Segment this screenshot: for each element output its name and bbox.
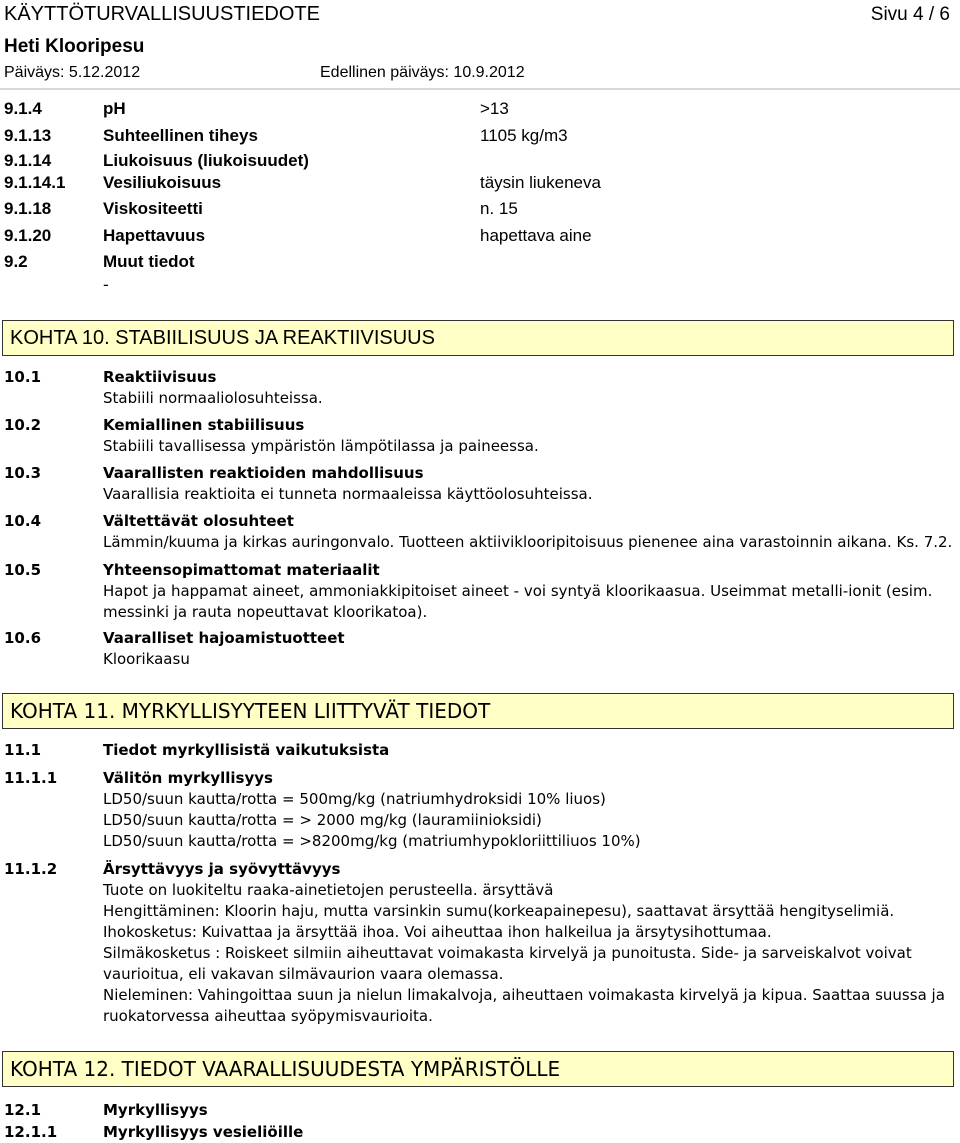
property-value: >13 (480, 99, 509, 118)
document-title: KÄYTTÖTURVALLISUUSTIEDOTE (4, 3, 320, 25)
property-row-ph (4, 99, 954, 121)
subsection-title: Myrkyllisyys vesieliöille (103, 1123, 304, 1141)
subsection-text-line: ruokatorvessa aiheuttaa syöpymisvaurioita. (103, 1007, 433, 1025)
product-name: Heti Klooripesu (4, 36, 145, 57)
property-label: Muut tiedot (103, 252, 195, 271)
subsection-number: 10.5 (4, 561, 42, 579)
property-row-density (4, 126, 954, 148)
property-value: n. 15 (480, 199, 518, 218)
property-row-other (4, 252, 954, 274)
subsection-title: Vaarallisten reaktioiden mahdollisuus (103, 464, 424, 482)
issue-date: Päiväys: 5.12.2012 (4, 64, 141, 81)
subsection-body (103, 462, 956, 505)
subsection-title: Myrkyllisyys (103, 1101, 208, 1119)
subsection-number: 12.1.1 (4, 1123, 58, 1141)
subsection-body (103, 767, 956, 852)
subsection-text-line: vaurioitua, eli vakavan silmävaurion vaara olemassa. (103, 965, 504, 983)
subsection-text-line: Silmäkosketus : Roiskeet silmiin aiheuttavat voimakasta kirvelyä ja punoitusta. Side- ja sarveiskalvot voivat (103, 944, 912, 962)
previous-date: Edellinen päiväys: 10.9.2012 (320, 64, 525, 81)
subsection-title: Vältettävät olosuhteet (103, 512, 294, 530)
subsection-text-line: Hengittäminen: Kloorin haju, mutta varsinkin sumu(korkeapainepesu), saattavat ärsyttää hengityselimiä. (103, 902, 895, 920)
property-row-viscosity (4, 199, 954, 221)
subsection-title: Yhteensopimattomat materiaalit (103, 561, 380, 579)
property-label: Hapettavuus (103, 226, 206, 245)
property-label: Viskositeetti (103, 199, 203, 218)
subsection-text-line: Ihokosketus: Kuivattaa ja ärsyttää ihoa. Voi aiheuttaa ihon halkeilua ja ärsytysihottumaa. (103, 923, 772, 941)
subsection-number: 10.2 (4, 416, 42, 434)
subsection-body (103, 559, 956, 623)
subsection-text-line: Hapot ja happamat aineet, ammoniakkipitoiset aineet - voi syntyä kloorikaasua. Useimmat metalli-ionit (esim. (103, 582, 933, 600)
subsection-number: 12.1 (4, 1101, 42, 1119)
section-header-11: KOHTA 11. MYRKYLLISYYTEEN LIITTYVÄT TIEDOT (2, 693, 954, 729)
section-header-12: KOHTA 12. TIEDOT VAARALLISUUDESTA YMPÄRISTÖLLE (2, 1051, 954, 1087)
property-value: täysin liukeneva (480, 173, 601, 192)
subsection-text-line: Vaarallisia reaktioita ei tunneta normaaleissa käyttöolosuhteissa. (103, 485, 593, 503)
property-row-oxidizing (4, 226, 954, 248)
subsection-text-line: Lämmin/kuuma ja kirkas auringonvalo. Tuotteen aktiiviklooripitoisuus pienenee aina varastoinnin aikana. Ks. 7.2. (103, 533, 953, 551)
subsection-number: 10.3 (4, 464, 42, 482)
subsection-title: Ärsyttävyys ja syövyttävyys (103, 860, 341, 878)
subsection-title: Välitön myrkyllisyys (103, 769, 273, 787)
subsection-text-line: LD50/suun kautta/rotta = >8200mg/kg (matriumhypokloriittiliuos 10%) (103, 832, 641, 850)
property-value: 1105 kg/m3 (480, 126, 568, 145)
property-label: pH (103, 99, 126, 118)
subsection-body (103, 1099, 956, 1121)
property-number: 9.1.4 (4, 99, 42, 118)
property-label: Suhteellinen tiheys (103, 126, 258, 145)
subsection-text-line: LD50/suun kautta/rotta = > 2000 mg/kg (lauramiinioksidi) (103, 811, 542, 829)
subsection-body (103, 414, 956, 457)
subsection-text-line: Kloorikaasu (103, 650, 190, 668)
subsection-title: Tiedot myrkyllisistä vaikutuksista (103, 741, 390, 759)
subsection-title: Reaktiivisuus (103, 368, 217, 386)
property-row-water-solubility (4, 173, 954, 195)
subsection-number: 10.6 (4, 629, 42, 647)
page-indicator: Sivu 4 / 6 (870, 4, 950, 25)
subsection-number: 10.4 (4, 512, 42, 530)
subsection-text-line: Tuote on luokiteltu raaka-ainetietojen perusteella. ärsyttävä (103, 881, 554, 899)
subsection-title: Vaaralliset hajoamistuotteet (103, 629, 345, 647)
property-label: Liukoisuus (liukoisuudet) (103, 151, 309, 170)
subsection-text-line: Stabiili tavallisessa ympäristön lämpötilassa ja paineessa. (103, 437, 539, 455)
subsection-body (103, 1121, 956, 1143)
property-label: Vesiliukoisuus (103, 173, 222, 192)
subsection-number: 10.1 (4, 368, 42, 386)
property-value: hapettava aine (480, 226, 592, 245)
property-number: 9.1.20 (4, 226, 52, 245)
subsection-body (103, 366, 956, 409)
property-number: 9.1.14 (4, 151, 52, 170)
property-number: 9.1.14.1 (4, 173, 66, 192)
subsection-number: 11.1.2 (4, 860, 58, 878)
header-divider (0, 88, 960, 90)
subsection-title: Kemiallinen stabiilisuus (103, 416, 305, 434)
property-number: 9.1.13 (4, 126, 52, 145)
subsection-text-line: LD50/suun kautta/rotta = 500mg/kg (natriumhydroksidi 10% liuos) (103, 790, 606, 808)
subsection-body (103, 510, 956, 553)
section-header-10: KOHTA 10. STABIILISUUS JA REAKTIIVISUUS (2, 320, 954, 356)
subsection-number: 11.1.1 (4, 769, 58, 787)
property-number: 9.1.18 (4, 199, 52, 218)
property-row-other-value (4, 275, 954, 297)
other-info-value: - (103, 275, 109, 294)
subsection-number: 11.1 (4, 741, 42, 759)
property-row-solubility (4, 151, 954, 173)
property-number: 9.2 (4, 252, 28, 271)
subsection-text-line: Stabiili normaaliolosuhteissa. (103, 389, 323, 407)
subsection-text-line: Nieleminen: Vahingoittaa suun ja nielun limakalvoja, aiheuttaen voimakasta kirvelyä ja kipua. Saattaa suussa ja (103, 986, 945, 1004)
subsection-body (103, 739, 956, 761)
subsection-text-line: messinki ja rauta nopeuttavat kloorikatoa). (103, 603, 428, 621)
subsection-body (103, 627, 956, 670)
subsection-body (103, 858, 956, 1027)
